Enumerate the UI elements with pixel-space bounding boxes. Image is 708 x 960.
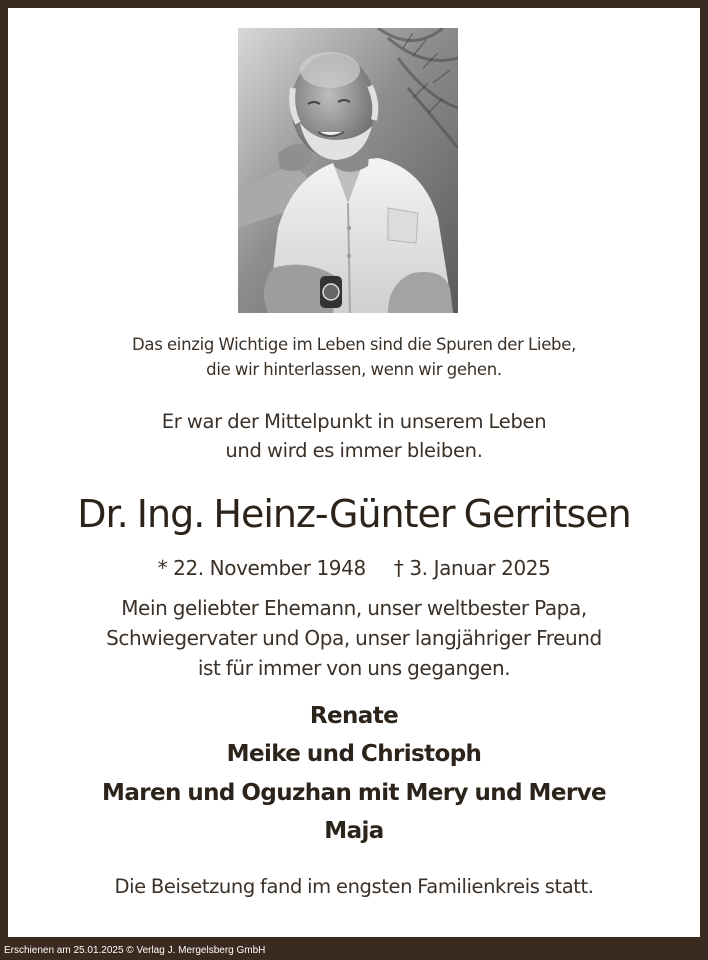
verse-line-2: die wir hinterlassen, wenn wir gehen. [206,360,502,379]
publication-footer: Erschienen am 25.01.2025 © Verlag J. Mergelsberg GmbH [4,945,266,956]
funeral-note: Die Beisetzung fand im engsten Familienkreis statt. [114,875,594,898]
message-line-2: Schwiegervater und Opa, unser langjähriger Freund [106,626,602,650]
obituary-card [8,8,700,937]
mourner-3: Maren und Oguzhan mit Mery und Merve [102,780,606,806]
verse-line-1: Das einzig Wichtige im Leben sind die Spuren der Liebe, [131,335,577,354]
birth-date: * 22. November 1948 [157,556,366,580]
deceased-name: Dr. Ing. Heinz-Günter Gerritsen [77,492,631,536]
message-line-3: ist für immer von uns gegangen. [197,656,511,680]
life-dates [8,556,700,580]
tribute-line-2: und wird es immer bleiben. [225,439,483,462]
tribute-line-1: Er war der Mittelpunkt in unserem Leben [161,410,547,433]
death-date: † 3. Januar 2025 [393,556,551,580]
mourner-1: Renate [309,703,399,729]
portrait-photo [238,28,458,313]
mourner-2: Meike und Christoph [226,741,482,767]
message-line-1: Mein geliebter Ehemann, unser weltbester Papa, [121,596,587,620]
mourner-4: Maja [324,818,384,844]
